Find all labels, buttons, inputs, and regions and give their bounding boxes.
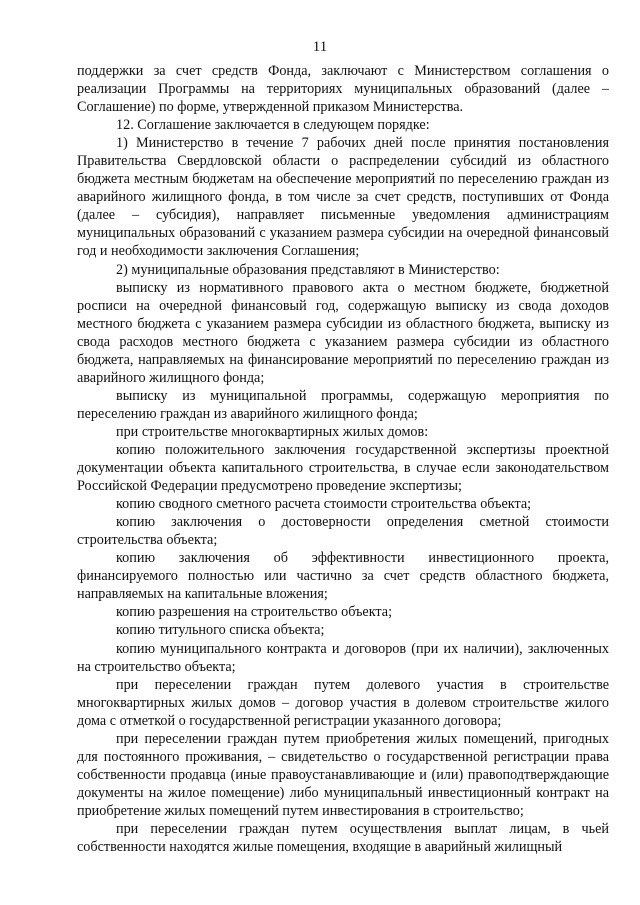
paragraph-budget-extract: выписку из нормативного правового акта о местном бюджете, бюджетной росписи на очередной финансовый год, содержащую выписку из свода доходов местного бюджета с указанием размера субсидии из областного бюджета, выписку из свода расходов местного бюджета с указанием размера субсидии из областного бюджета, направляемых на финансирование мероприятий по переселению граждан из аварийного жилищного фонда; xyxy=(77,279,609,386)
paragraph-item-12: 12. Соглашение заключается в следующем порядке: xyxy=(116,117,430,134)
paragraph-title-list-copy: копию титульного списка объекта; xyxy=(116,622,325,639)
paragraph-subitem-1: 1) Министерство в течение 7 рабочих дней после принятия постановления Правительства Свердловской области о распределении субсидий из областного бюджета местным бюджетам на обеспечение мероприятий по переселению граждан из аварийного жилищного фонда, в том числе за счет средств, поступивших от Фонда (далее – субсидия), направляет письменные уведомления администрациям муниципальных образований с указанием размера субсидии на очередной финансовый год и необходимости заключения Соглашения; xyxy=(77,135,609,260)
paragraph-expertise-copy: копию положительного заключения государственной экспертизы проектной документации объекта капитального строительства, в случае если законодательством Российской Федерации предусмотрено проведение экспертизы; xyxy=(77,441,609,495)
paragraph-reliability-copy: копию заключения о достоверности определения сметной стоимости строительства объекта; xyxy=(77,514,609,549)
paragraph-contract-copy: копию муниципального контракта и договоров (при их наличии), заключенных на строительство объекта; xyxy=(77,640,609,675)
paragraph-permit-copy: копию разрешения на строительство объекта; xyxy=(116,604,393,621)
paragraph-program-extract: выписку из муниципальной программы, содержащую мероприятия по переселению граждан из аварийного жилищного фонда; xyxy=(77,387,609,422)
paragraph-efficiency-copy: копию заключения об эффективности инвестиционного проекта, финансируемого полностью или частично за счет средств областного бюджета, направляемых на капитальные вложения; xyxy=(77,550,609,603)
paragraph-shared-construction: при переселении граждан путем долевого участия в строительстве многоквартирных жилых домов – договор участия в долевом строительстве жилого дома с отметкой о государственной регистрации указанного договора; xyxy=(77,676,609,729)
paragraph-payments: при переселении граждан путем осуществления выплат лицам, в чьей собственности находятся жилые помещения, входящие в аварийный жилищный xyxy=(77,820,609,856)
paragraph-purchase: при переселении граждан путем приобретения жилых помещений, пригодных для постоянного проживания, – свидетельство о государственной регистрации права собственности продавца (иные правоустанавливающие и (или) правоподтверждающие документы на жилое помещение) либо муниципальный инвестиционный контракт на приобретение жилых помещений путем инвестирования в строительство; xyxy=(77,730,609,819)
page-number: 11 xyxy=(312,39,328,55)
paragraph-continuation: поддержки за счет средств Фонда, заключают с Министерством соглашения о реализации Программы на территориях муниципальных образований (далее – Соглашение) по форме, утвержденной приказом Министерства. xyxy=(77,63,609,116)
document-body xyxy=(77,62,609,856)
paragraph-construction-heading: при строительстве многоквартирных жилых домов: xyxy=(116,423,429,440)
paragraph-estimate-copy: копию сводного сметного расчета стоимости строительства объекта; xyxy=(116,496,532,513)
paragraph-subitem-2: 2) муниципальные образования представляют в Министерство: xyxy=(116,261,500,278)
